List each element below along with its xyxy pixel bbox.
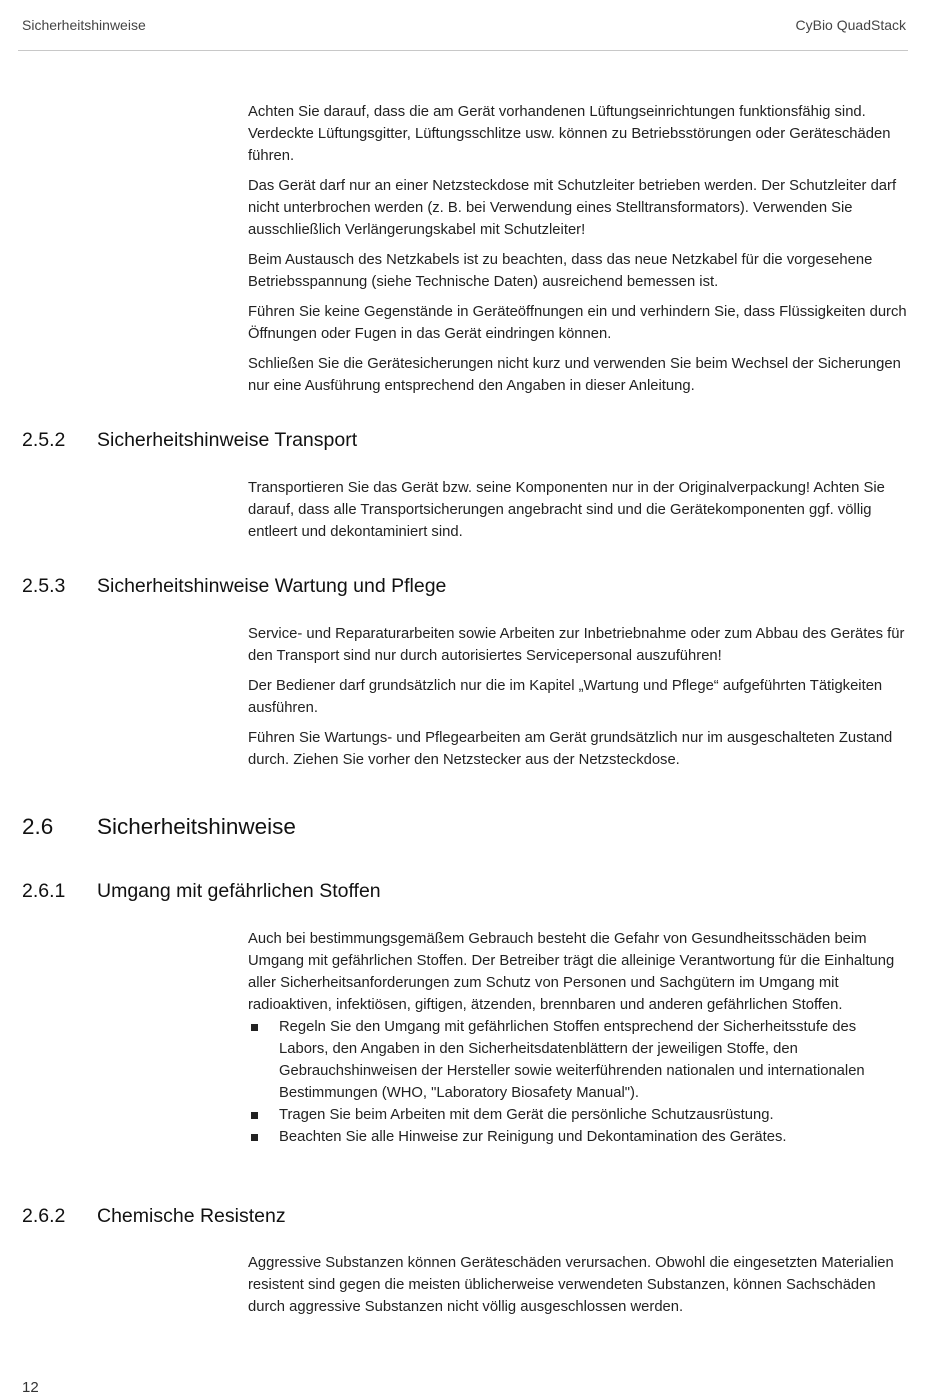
section-title: Sicherheitshinweise Wartung und Pflege — [97, 575, 447, 597]
intro-paragraph-fuses: Schließen Sie die Gerätesicherungen nicht kurz und verwenden Sie beim Wechsel der Sicherungen nur eine Ausführung entsprechend den Angaben in dieser Anleitung. — [248, 356, 901, 394]
header-chapter-title: Sicherheitshinweise — [22, 17, 146, 33]
section-number: 2.6.2 — [22, 1205, 66, 1227]
square-bullet-icon — [251, 1024, 258, 1031]
hazardous-substances-paragraph: Auch bei bestimmungsgemäßem Gebrauch besteht die Gefahr von Gesundheitsschäden beim Umgang mit gefährlichen Stoffen. Der Betreiber trägt die alleinige Verantwortung für die Einhaltung aller Sicherheitsanforderungen zum Schutz von Personen und Sachgütern im Umgang mit radioaktiven, infektiösen, giftigen, ätzenden, brennbaren und anderen gefährlichen Stoffen. — [248, 931, 895, 1013]
list-item-text: Regeln Sie den Umgang mit gefährlichen Stoffen entsprechend der Sicherheitsstufe des Labors, den Angaben in den Sicherheitsdatenblättern der jeweiligen Stoffe, den Gebrauchshinweisen der Hersteller sowie weiterführenden nationalen und internationalen Bestimmungen (WHO, "Laboratory Biosafety Manual"). — [279, 1019, 865, 1101]
section-heading-2-6 — [22, 814, 296, 840]
page-header — [0, 0, 950, 52]
intro-paragraph-openings: Führen Sie keine Gegenstände in Geräteöffnungen ein und verhindern Sie, dass Flüssigkeiten durch Öffnungen oder Fugen in das Gerät eindringen können. — [248, 304, 907, 342]
section-heading-2-5-3 — [22, 575, 446, 598]
intro-paragraph-ventilation: Achten Sie darauf, dass die am Gerät vorhandenen Lüftungseinrichtungen funktionsfähig sind. Verdeckte Lüftungsgitter, Lüftungsschlitze usw. können zu Betriebsstörungen oder Geräteschäden führen. — [248, 104, 891, 164]
chemical-resistance-paragraph: Aggressive Substanzen können Geräteschäden verursachen. Obwohl die eingesetzten Materialien resistent sind gegen die meisten üblicherweise verwendeten Substanzen, können Sachschäden durch aggressive Substanzen nicht völlig ausgeschlossen werden. — [248, 1255, 894, 1315]
section-title: Chemische Resistenz — [97, 1205, 286, 1227]
intro-text-block — [248, 101, 908, 405]
square-bullet-icon — [251, 1112, 258, 1119]
list-item-text: Beachten Sie alle Hinweise zur Reinigung und Dekontamination des Gerätes. — [279, 1129, 787, 1145]
section-title: Umgang mit gefährlichen Stoffen — [97, 880, 381, 902]
section-number: 2.5.2 — [22, 429, 66, 451]
hazardous-substances-list — [248, 1016, 908, 1148]
maintenance-paragraph-operator: Der Bediener darf grundsätzlich nur die im Kapitel „Wartung und Pflege“ aufgeführten Tätigkeiten ausführen. — [248, 678, 883, 716]
list-item-text: Tragen Sie beim Arbeiten mit dem Gerät die persönliche Schutzausrüstung. — [279, 1107, 774, 1123]
chemical-resistance-text-block — [248, 1252, 908, 1326]
section-heading-2-5-2 — [22, 429, 357, 452]
transport-text-block — [248, 477, 908, 551]
square-bullet-icon — [251, 1134, 258, 1141]
list-item — [248, 1126, 908, 1148]
section-heading-2-6-2 — [22, 1205, 286, 1228]
maintenance-text-block — [248, 623, 908, 779]
section-number: 2.6.1 — [22, 880, 66, 902]
section-number: 2.5.3 — [22, 575, 66, 597]
header-divider — [18, 50, 908, 51]
intro-paragraph-power-cable: Beim Austausch des Netzkabels ist zu beachten, dass das neue Netzkabel für die vorgesehene Betriebsspannung (siehe Technische Daten) ausreichend bemessen ist. — [248, 252, 873, 290]
maintenance-paragraph-service: Service- und Reparaturarbeiten sowie Arbeiten zur Inbetriebnahme oder zum Abbau des Gerätes für den Transport sind nur durch autorisiertes Servicepersonal auszuführen! — [248, 626, 905, 664]
section-number: 2.6 — [22, 814, 54, 839]
section-heading-2-6-1 — [22, 880, 381, 903]
list-item — [248, 1016, 908, 1104]
intro-paragraph-protective-conductor: Das Gerät darf nur an einer Netzsteckdose mit Schutzleiter betrieben werden. Der Schutzleiter darf nicht unterbrochen werden (z. B. bei Verwendung eines Stelltransformators). Verwenden Sie ausschließlich Verlängerungskabel mit Schutzleiter! — [248, 178, 897, 238]
header-product-name: CyBio QuadStack — [795, 17, 906, 33]
section-title: Sicherheitshinweise Transport — [97, 429, 358, 451]
list-item — [248, 1104, 908, 1126]
hazardous-substances-text-block — [248, 928, 908, 1148]
transport-paragraph: Transportieren Sie das Gerät bzw. seine Komponenten nur in der Originalverpackung! Achten Sie darauf, dass alle Transportsicherungen angebracht sind und die Gerätekomponenten ggf. völlig entleert und dekontaminiert sind. — [248, 480, 885, 540]
maintenance-paragraph-power-off: Führen Sie Wartungs- und Pflegearbeiten am Gerät grundsätzlich nur im ausgeschalteten Zustand durch. Ziehen Sie vorher den Netzstecker aus der Netzsteckdose. — [248, 730, 893, 768]
section-title: Sicherheitshinweise — [97, 814, 296, 839]
page-number: 12 — [22, 1379, 39, 1396]
